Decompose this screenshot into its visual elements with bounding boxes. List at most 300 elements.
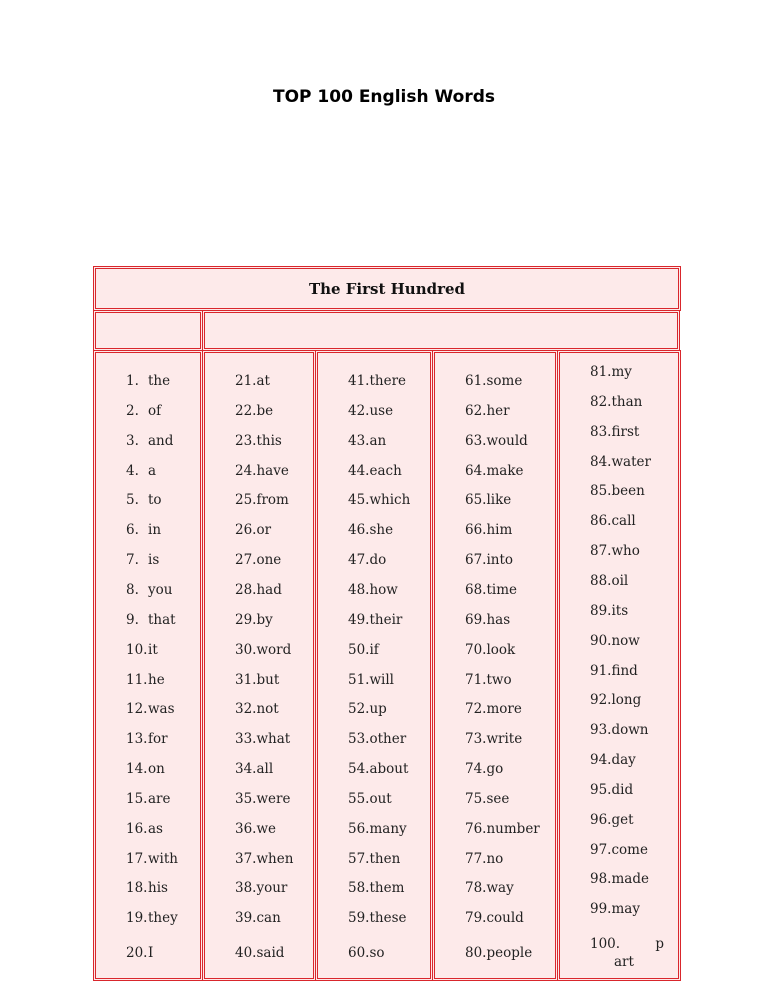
word-number: 89. — [590, 602, 612, 619]
word-item — [465, 851, 503, 867]
word-item — [235, 910, 281, 926]
word-text: can — [256, 910, 281, 927]
word-item — [126, 791, 171, 807]
word-item — [465, 821, 540, 837]
word-number: 2. — [126, 402, 139, 419]
word-text: come — [611, 841, 648, 858]
word-number: 18. — [126, 880, 148, 897]
word-number: 42. — [348, 402, 370, 419]
word-text: then — [369, 850, 401, 867]
word-text: like — [486, 492, 512, 509]
word-number: 34. — [235, 761, 257, 778]
word-text: or — [256, 522, 272, 539]
word-item — [126, 522, 161, 538]
word-text: these — [369, 910, 407, 927]
word-item — [465, 791, 509, 807]
word-item — [465, 552, 513, 568]
word-item — [590, 812, 634, 828]
word-text: of — [148, 402, 162, 419]
word-text: find — [611, 662, 638, 679]
word-number: 67. — [465, 552, 487, 569]
word-item-100 — [590, 936, 664, 952]
word-item — [348, 910, 407, 926]
word-item — [590, 424, 639, 440]
word-number: 60. — [348, 945, 370, 962]
word-number: 48. — [348, 581, 370, 598]
word-item — [126, 582, 172, 598]
word-item — [590, 901, 640, 917]
word-text: the — [148, 373, 171, 389]
word-number: 50. — [348, 641, 370, 658]
word-item — [235, 761, 273, 777]
word-number: 95. — [590, 781, 612, 798]
word-number: 62. — [465, 402, 487, 419]
word-item — [465, 761, 503, 777]
word-number: 76. — [465, 820, 487, 837]
word-text: I — [148, 945, 154, 962]
word-item — [235, 373, 270, 389]
word-item — [590, 842, 648, 858]
word-item — [348, 612, 402, 628]
word-number: 92. — [590, 692, 612, 709]
word-text: when — [256, 850, 294, 867]
word-text: many — [369, 820, 407, 837]
word-text: she — [369, 522, 394, 539]
word-item — [348, 403, 393, 419]
word-item — [126, 552, 159, 568]
word-number: 84. — [590, 453, 612, 470]
word-number: 86. — [590, 513, 612, 530]
word-number: 97. — [590, 841, 612, 858]
word-column-1 — [95, 352, 201, 979]
word-item — [348, 791, 392, 807]
word-item — [348, 492, 410, 508]
word-text: do — [369, 552, 387, 569]
word-number: 43. — [348, 432, 370, 449]
word-text: up — [369, 701, 387, 718]
word-number: 4. — [126, 462, 139, 479]
word-text: may — [611, 901, 640, 918]
word-item — [126, 910, 178, 926]
word-number: 11. — [126, 671, 148, 688]
word-text: what — [256, 731, 291, 748]
word-item — [235, 492, 289, 508]
word-text: day — [611, 752, 636, 769]
word-number: 66. — [465, 522, 487, 539]
word-number: 82. — [590, 393, 612, 410]
word-number: 64. — [465, 462, 487, 479]
word-item — [235, 463, 289, 479]
word-number: 38. — [235, 880, 257, 897]
word-item — [590, 633, 640, 649]
word-text: with — [148, 850, 178, 867]
word-item — [590, 663, 638, 679]
word-text: her — [486, 402, 510, 419]
word-text: its — [611, 602, 629, 619]
word-number: 20. — [126, 945, 148, 962]
word-text: but — [256, 671, 280, 688]
word-text: see — [486, 790, 510, 807]
word-item — [590, 722, 649, 738]
word-text: at — [256, 373, 270, 389]
word-text: into — [486, 552, 514, 569]
word-item — [235, 945, 284, 961]
word-number: 22. — [235, 402, 257, 419]
word-item — [348, 433, 386, 449]
word-item — [590, 573, 628, 589]
word-text: could — [486, 910, 524, 927]
word-item — [465, 945, 532, 961]
word-number: 9. — [126, 611, 139, 628]
word-text: more — [486, 701, 522, 718]
word-number: 12. — [126, 701, 148, 718]
word-text: down — [611, 722, 649, 739]
word-text: are — [148, 790, 171, 807]
word-item — [590, 692, 641, 708]
word-text: long — [611, 692, 642, 709]
word-item — [465, 522, 512, 538]
word-text: how — [369, 581, 398, 598]
word-item — [348, 880, 404, 896]
word-text: than — [611, 393, 643, 410]
word-item — [235, 851, 293, 867]
word-text: some — [486, 373, 523, 389]
word-text: said — [256, 945, 285, 962]
word-item — [465, 463, 524, 479]
word-item — [465, 492, 511, 508]
word-text-part-2: art — [614, 954, 634, 970]
word-item — [348, 522, 393, 538]
word-number: 100. — [590, 936, 621, 952]
word-text: did — [611, 781, 634, 798]
word-item — [590, 364, 632, 380]
word-item — [465, 701, 522, 717]
word-number: 58. — [348, 880, 370, 897]
word-item — [590, 752, 636, 768]
word-number: 68. — [465, 581, 487, 598]
word-number: 7. — [126, 552, 139, 569]
word-text: go — [486, 761, 504, 778]
word-text: have — [256, 462, 289, 479]
table-header-cell — [95, 268, 679, 309]
word-number: 40. — [235, 945, 257, 962]
word-text: made — [611, 871, 649, 888]
word-item — [126, 731, 168, 747]
word-text: his — [148, 880, 168, 897]
word-text-part-1: p — [655, 936, 664, 952]
word-item — [235, 731, 290, 747]
word-number: 27. — [235, 552, 257, 569]
word-text: for — [148, 731, 168, 748]
word-number: 36. — [235, 820, 257, 837]
word-number: 25. — [235, 492, 257, 509]
word-item — [590, 454, 651, 470]
word-item — [348, 731, 406, 747]
word-number: 8. — [126, 581, 139, 598]
word-item — [348, 701, 387, 717]
word-number: 26. — [235, 522, 257, 539]
word-text: write — [486, 731, 523, 748]
word-item — [590, 394, 642, 410]
word-text: by — [256, 611, 273, 628]
word-text: as — [148, 820, 163, 837]
word-item — [126, 945, 153, 961]
word-number: 85. — [590, 483, 612, 500]
word-number: 69. — [465, 611, 487, 628]
word-number: 46. — [348, 522, 370, 539]
word-text: they — [148, 910, 178, 927]
word-text: no — [486, 850, 504, 867]
word-item — [235, 403, 273, 419]
word-item — [235, 791, 290, 807]
word-text: were — [256, 790, 291, 807]
word-item — [590, 483, 645, 499]
word-number: 14. — [126, 761, 148, 778]
word-text: make — [486, 462, 524, 479]
word-item — [126, 821, 163, 837]
word-text: there — [369, 373, 407, 389]
empty-cell-right — [204, 312, 678, 349]
word-text: has — [486, 611, 511, 628]
word-column-3 — [317, 352, 431, 979]
word-item — [590, 543, 640, 559]
word-text: first — [611, 423, 640, 440]
word-text: from — [256, 492, 289, 509]
word-text: call — [611, 513, 636, 530]
word-text: now — [611, 632, 640, 649]
word-number: 19. — [126, 910, 148, 927]
word-text: an — [369, 432, 387, 449]
word-item — [235, 552, 281, 568]
word-text: him — [486, 522, 513, 539]
word-item — [126, 612, 176, 628]
word-number: 87. — [590, 543, 612, 560]
word-item — [126, 851, 178, 867]
word-number: 54. — [348, 761, 370, 778]
word-number: 51. — [348, 671, 370, 688]
word-number: 31. — [235, 671, 257, 688]
word-number: 71. — [465, 671, 487, 688]
word-number: 75. — [465, 790, 487, 807]
word-number: 45. — [348, 492, 370, 509]
word-number: 3. — [126, 432, 139, 449]
word-number: 96. — [590, 811, 612, 828]
word-item — [348, 642, 379, 658]
word-item — [465, 373, 522, 389]
word-item — [235, 642, 291, 658]
word-item — [465, 672, 512, 688]
word-text: use — [369, 402, 394, 419]
word-text: each — [369, 462, 402, 479]
word-item — [465, 731, 522, 747]
word-text: this — [256, 432, 282, 449]
word-text: had — [256, 581, 282, 598]
word-number: 44. — [348, 462, 370, 479]
word-number: 32. — [235, 701, 257, 718]
word-item — [348, 463, 402, 479]
word-text: two — [486, 671, 512, 688]
word-text: all — [256, 761, 274, 778]
word-item — [235, 433, 282, 449]
word-number: 91. — [590, 662, 612, 679]
word-number: 35. — [235, 790, 257, 807]
word-item — [465, 910, 524, 926]
word-number: 78. — [465, 880, 487, 897]
word-text: get — [611, 811, 634, 828]
word-item — [348, 821, 407, 837]
word-number: 81. — [590, 364, 612, 380]
word-text: them — [369, 880, 405, 897]
word-number: 10. — [126, 641, 148, 658]
word-item — [465, 880, 514, 896]
word-text: if — [369, 641, 379, 658]
word-number: 83. — [590, 423, 612, 440]
word-item — [348, 672, 394, 688]
word-number: 23. — [235, 432, 257, 449]
word-item — [348, 552, 386, 568]
word-text: so — [369, 945, 385, 962]
word-item — [126, 403, 161, 419]
word-text: in — [148, 522, 162, 539]
word-item — [348, 761, 408, 777]
word-number: 94. — [590, 752, 612, 769]
word-number: 79. — [465, 910, 487, 927]
word-number: 88. — [590, 572, 612, 589]
word-text: which — [369, 492, 411, 509]
word-number: 15. — [126, 790, 148, 807]
word-number: 16. — [126, 820, 148, 837]
word-number: 39. — [235, 910, 257, 927]
word-text: be — [256, 402, 274, 419]
word-text: he — [148, 671, 165, 688]
word-text: about — [369, 761, 409, 778]
word-text: will — [369, 671, 394, 688]
word-text: water — [611, 453, 651, 470]
word-number: 41. — [348, 373, 370, 389]
word-number: 72. — [465, 701, 487, 718]
word-text: it — [148, 641, 158, 658]
word-number: 70. — [465, 641, 487, 658]
word-number: 24. — [235, 462, 257, 479]
word-text: out — [369, 790, 392, 807]
word-number: 73. — [465, 731, 487, 748]
word-item — [235, 582, 282, 598]
word-number: 65. — [465, 492, 487, 509]
word-item — [126, 642, 158, 658]
word-item — [126, 373, 170, 389]
word-text: my — [611, 364, 632, 380]
word-number: 21. — [235, 373, 257, 389]
word-text: a — [148, 462, 157, 479]
word-number: 99. — [590, 901, 612, 918]
word-column-5 — [559, 352, 679, 979]
word-number: 63. — [465, 432, 487, 449]
word-item — [590, 513, 636, 529]
word-number: 90. — [590, 632, 612, 649]
word-number: 74. — [465, 761, 487, 778]
word-text: time — [486, 581, 518, 598]
word-text: that — [148, 611, 176, 628]
word-number: 93. — [590, 722, 612, 739]
word-item — [235, 821, 276, 837]
word-text: look — [486, 641, 516, 658]
word-item — [348, 851, 400, 867]
word-text: number — [486, 820, 540, 837]
word-text: not — [256, 701, 279, 718]
word-item — [126, 701, 175, 717]
word-item — [235, 672, 279, 688]
word-text: one — [256, 552, 282, 569]
word-number: 5. — [126, 492, 139, 509]
word-item — [465, 582, 517, 598]
word-number: 77. — [465, 850, 487, 867]
word-text: your — [256, 880, 288, 897]
word-text: and — [148, 432, 174, 449]
word-number: 59. — [348, 910, 370, 927]
word-number: 55. — [348, 790, 370, 807]
word-number: 56. — [348, 820, 370, 837]
word-number: 17. — [126, 850, 148, 867]
word-item — [465, 403, 510, 419]
word-item — [590, 782, 633, 798]
word-number: 30. — [235, 641, 257, 658]
word-item — [465, 612, 510, 628]
word-number: 13. — [126, 731, 148, 748]
table-header: The First Hundred — [308, 279, 466, 298]
word-number: 6. — [126, 522, 139, 539]
word-number: 33. — [235, 731, 257, 748]
word-text: we — [256, 820, 277, 837]
word-text: to — [148, 492, 162, 509]
word-text: people — [486, 945, 533, 962]
word-text: word — [256, 641, 292, 658]
word-number: 49. — [348, 611, 370, 628]
word-item — [126, 433, 173, 449]
word-number: 37. — [235, 850, 257, 867]
word-number: 1. — [126, 373, 139, 389]
word-number: 28. — [235, 581, 257, 598]
word-item — [590, 603, 628, 619]
word-text: is — [148, 552, 160, 569]
word-number: 98. — [590, 871, 612, 888]
word-column-4 — [434, 352, 556, 979]
word-text: been — [611, 483, 645, 500]
word-item — [126, 463, 156, 479]
word-number: 52. — [348, 701, 370, 718]
document-title: TOP 100 English Words — [272, 87, 495, 107]
word-item — [126, 492, 162, 508]
word-text: way — [486, 880, 514, 897]
word-item — [465, 642, 515, 658]
word-text: their — [369, 611, 403, 628]
word-item — [235, 701, 279, 717]
word-item — [235, 522, 271, 538]
word-number: 61. — [465, 373, 487, 389]
word-text: was — [148, 701, 175, 718]
word-text: on — [148, 761, 165, 778]
word-number: 80. — [465, 945, 487, 962]
word-item — [465, 433, 528, 449]
word-number: 57. — [348, 850, 370, 867]
word-item — [590, 871, 649, 887]
word-text: you — [148, 581, 173, 598]
word-text: who — [611, 543, 640, 560]
word-item — [235, 612, 273, 628]
word-item — [348, 582, 398, 598]
word-number: 29. — [235, 611, 257, 628]
word-table — [94, 266, 680, 983]
word-column-2 — [204, 352, 314, 979]
